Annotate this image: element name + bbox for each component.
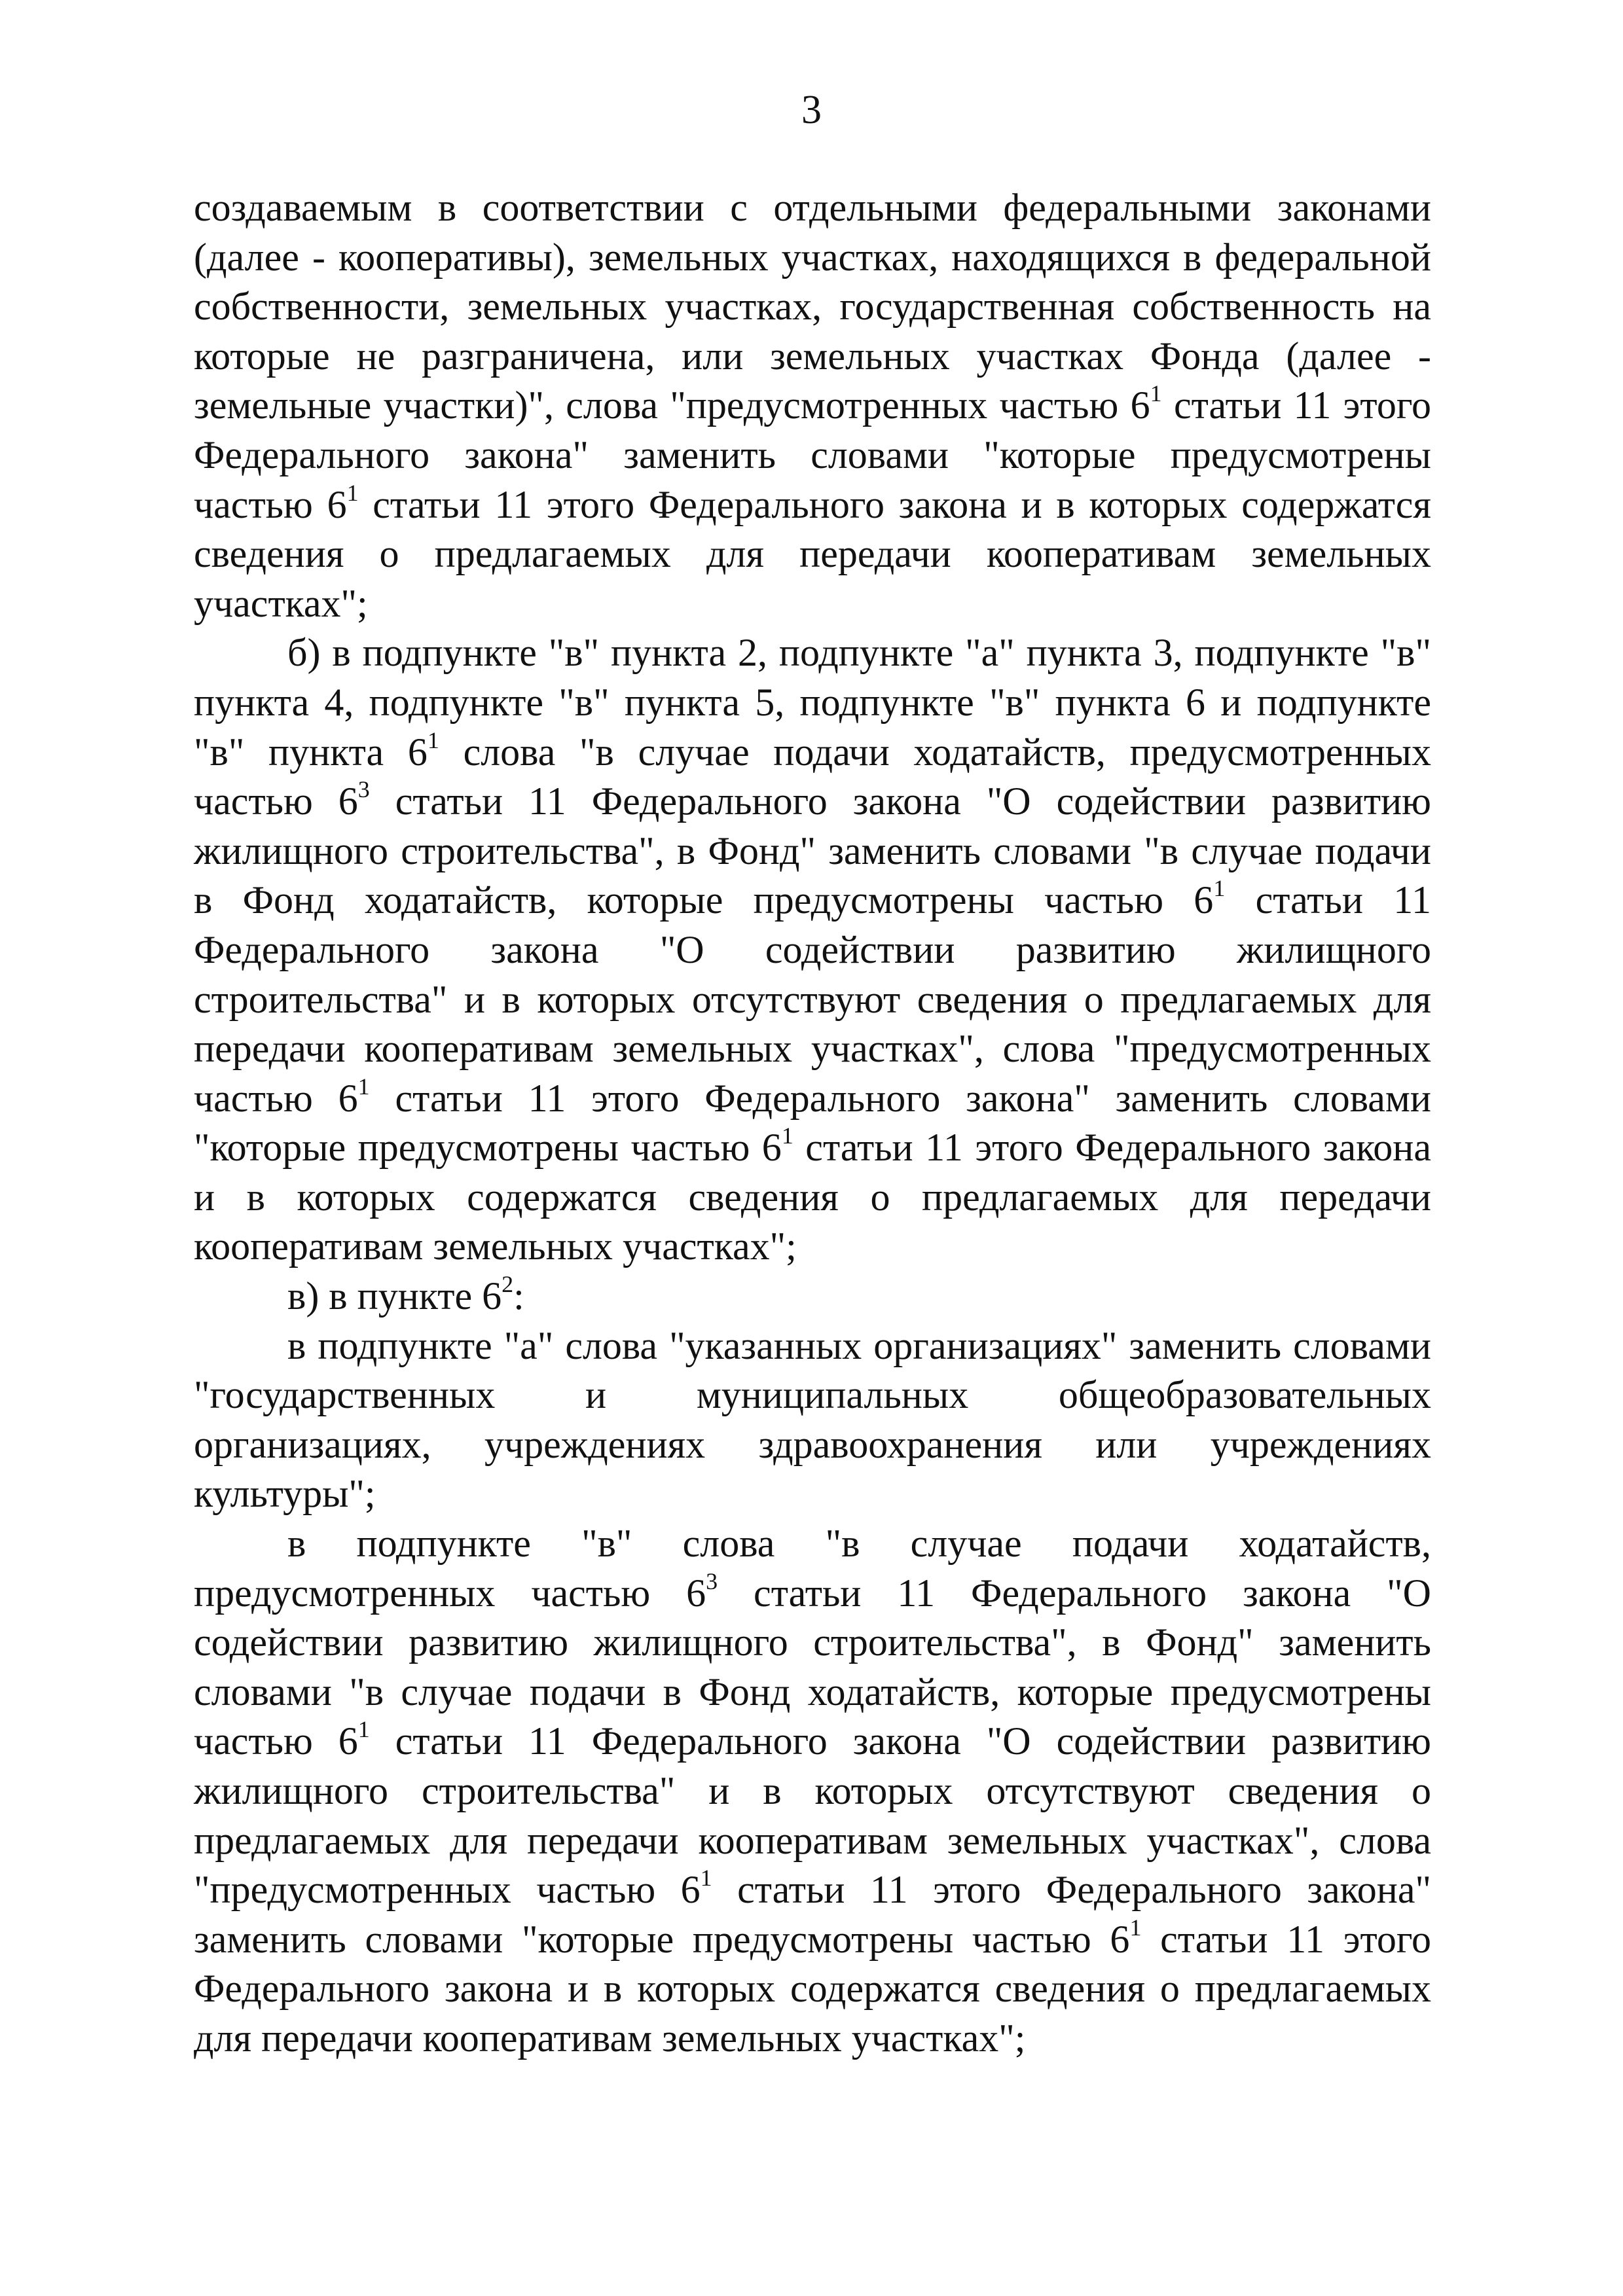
superscript: 1 xyxy=(700,1865,712,1892)
paragraph-continuation: создаваемым в соответствии с отдельными федеральными законами (далее - кооперативы), земельных участках, находящихся в федеральной собственности, земельных участках, государственная собственность на которые не разграничена, или земельных участках Фонда (далее - земельные участки)", слова "предусмотренных частью $6^1$ статьи 11 этого Федерального закона" заменить словами "которые предусмотрены частью $6^1$ статьи 11 этого Федерального закона и в которых содержатся сведения о предлагаемых для передачи кооперативам земельных участках"; xyxy=(194,186,1431,625)
superscript: 3 xyxy=(706,1568,718,1594)
superscript: 3 xyxy=(357,776,370,803)
superscript: 1 xyxy=(427,726,439,753)
superscript: 1 xyxy=(346,479,359,506)
paragraph-item-b: б) в подпункте "в" пункта 2, подпункте "а" пункта 3, подпункте "в" пункта 4, подпункте "в" пункта 5, подпункте "в" пункта 6 и подпункте "в" пункта $6^1$ слова "в случае подачи ходатайств, предусмотренных частью $6^3$ статьи 11 Федерального закона "О содействии развитию жилищного строительства", в Фонд" заменить словами "в случае подачи в Фонд ходатайств, которые предусмотрены частью $6^1$ статьи 11 Федерального закона "О содействии развитию жилищного строительства" и в которых отсутствуют сведения о предлагаемых для передачи кооперативам земельных участках", слова "предусмотренных частью $6^1$ статьи 11 этого Федерального закона" заменить словами "которые предусмотрены частью $6^1$ статьи 11 этого Федерального закона и в которых содержатся сведения о предлагаемых для передачи кооперативам земельных участках"; xyxy=(194,631,1431,1268)
paragraph-item-v-heading: в) в пункте $6^2$: xyxy=(287,1271,524,1318)
superscript: 1 xyxy=(1150,380,1162,407)
superscript: 1 xyxy=(1129,1914,1142,1941)
paragraph-subitem-v: в подпункте "в" слова "в случае подачи ходатайств, предусмотренных частью $6^3$ статьи 11 Федерального закона "О содействии развитию жилищного строительства", в Фонд" заменить словами "в случае подачи в Фонд ходатайств, которые предусмотрены частью $6^1$ статьи 11 Федерального закона "О содействии развитию жилищного строительства" и в которых отсутствуют сведения о предлагаемых для передачи кооперативам земельных участках", слова "предусмотренных частью $6^1$ статьи 11 этого Федерального закона" заменить словами "которые предусмотрены частью $6^1$ статьи 11 этого Федерального закона и в которых содержатся сведения о предлагаемых для передачи кооперативам земельных участках"; xyxy=(194,1522,1432,2060)
document-body xyxy=(194,183,1431,2064)
paragraph-subitem-a: в подпункте "а" слова "указанных организациях" заменить словами "государственных и муниципальных общеобразовательных организациях, учреждениях здравоохранения или учреждениях культуры"; xyxy=(194,1323,1431,1516)
superscript: 1 xyxy=(357,1716,370,1743)
superscript: 1 xyxy=(781,1122,793,1149)
page-number: 3 xyxy=(801,88,822,132)
superscript: 1 xyxy=(357,1073,370,1100)
superscript: 2 xyxy=(501,1271,514,1298)
superscript: 1 xyxy=(1213,875,1226,902)
